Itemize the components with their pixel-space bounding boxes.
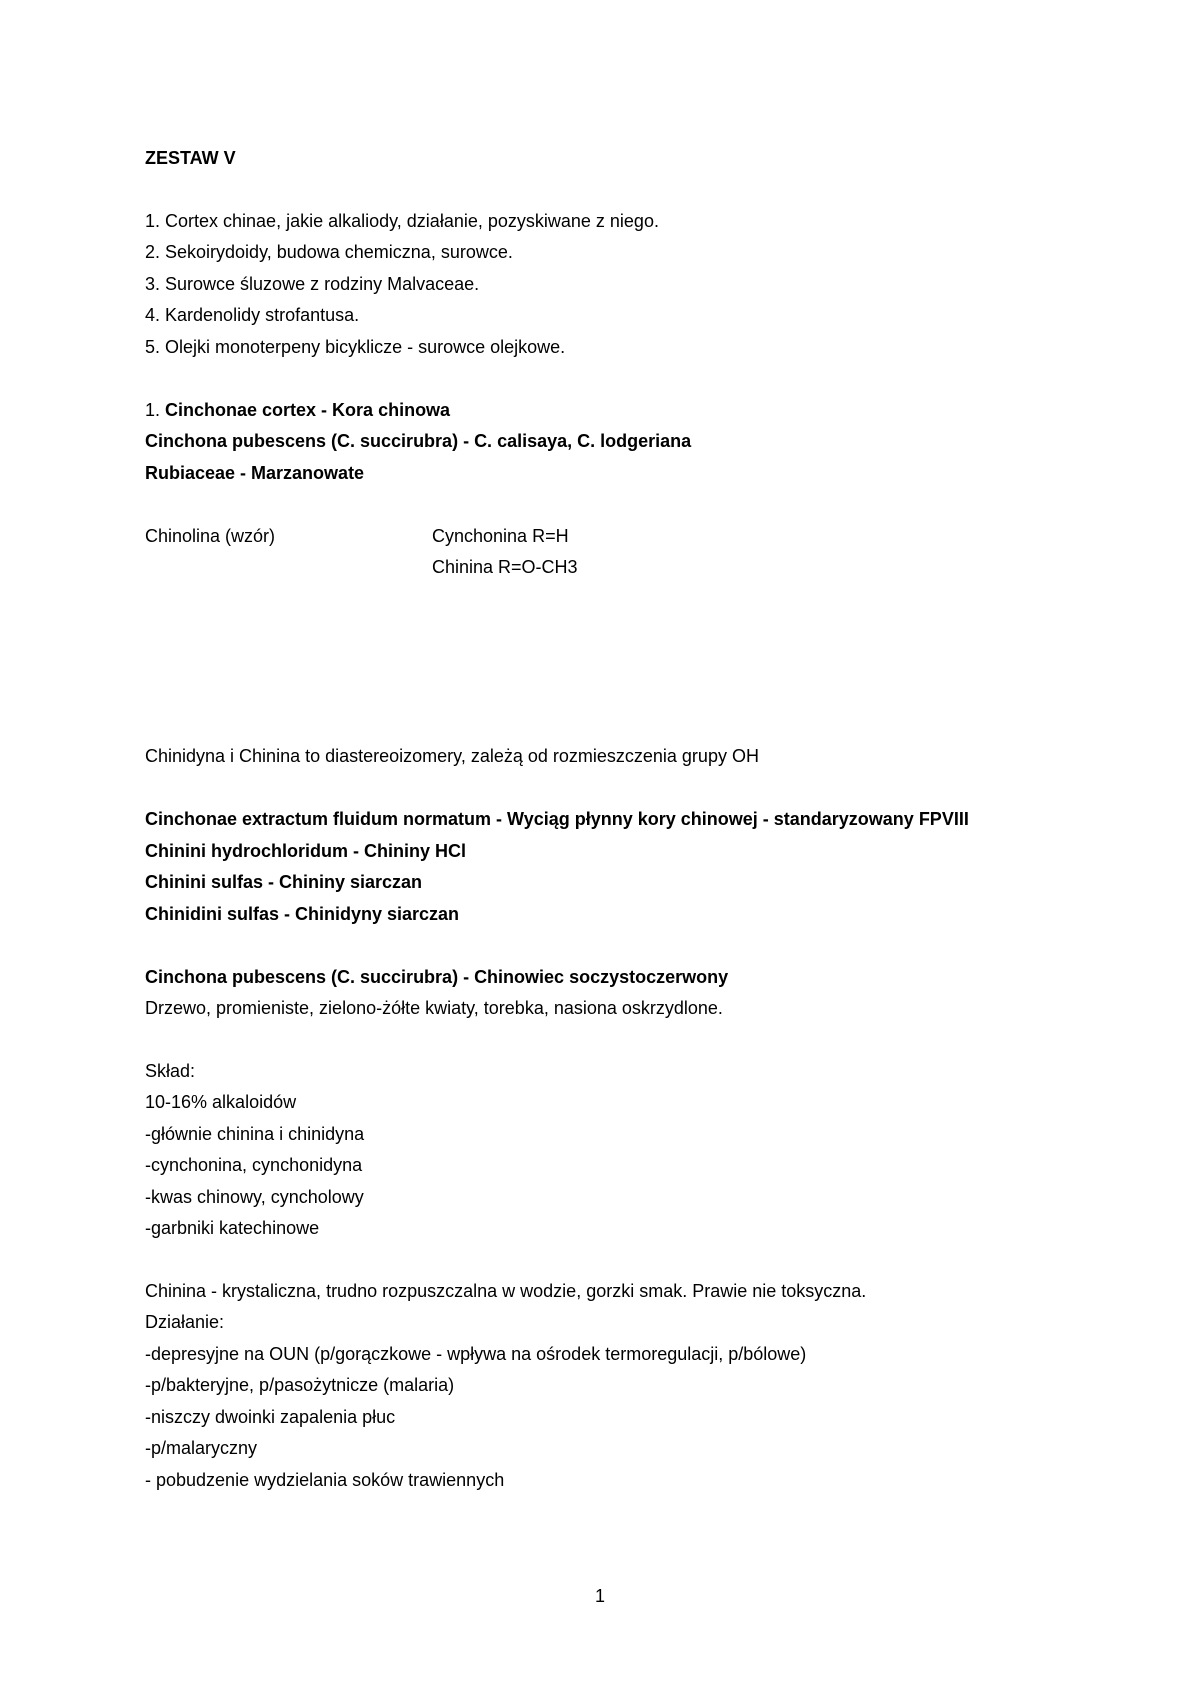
preparation-item: Cinchonae extractum fluidum normatum - Wyciąg płynny kory chinowej - standaryzowany FPVIII — [145, 809, 969, 829]
action-item: -niszczy dwoinki zapalenia płuc — [145, 1407, 396, 1427]
question-item: 2. Sekoirydoidy, budowa chemiczna, surowce. — [145, 242, 513, 262]
question-item: 5. Olejki monoterpeny bicyklicze - surowce olejkowe. — [145, 337, 566, 357]
plant-title: Cinchona pubescens (C. succirubra) - Chinowiec soczystoczerwony — [145, 967, 729, 987]
page-number: 1 — [594, 1586, 605, 1606]
composition-item: -garbniki katechinowe — [145, 1218, 320, 1238]
document-title: ZESTAW V — [145, 148, 236, 168]
formula-label: Chinolina (wzór) — [145, 526, 276, 546]
composition-label: Skład: — [145, 1061, 196, 1081]
family-line: Rubiaceae - Marzanowate — [145, 463, 365, 483]
section-heading-number: 1. — [145, 400, 166, 420]
action-item: -depresyjne na OUN (p/gorączkowe - wpływa na ośrodek termoregulacji, p/bólowe) — [145, 1344, 807, 1364]
formula-r1: Cynchonina R=H — [432, 526, 569, 546]
preparation-item: Chinini hydrochloridum - Chininy HCl — [145, 841, 466, 861]
preparation-item: Chinidini sulfas - Chinidyny siarczan — [145, 904, 460, 924]
question-item: 4. Kardenolidy strofantusa. — [145, 305, 360, 325]
plant-description: Drzewo, promieniste, zielono-żółte kwiaty, torebka, nasiona oskrzydlone. — [145, 998, 723, 1018]
formula-r2: Chinina R=O-CH3 — [432, 557, 578, 577]
preparation-item: Chinini sulfas - Chininy siarczan — [145, 872, 423, 892]
section-heading-text: Cinchonae cortex - Kora chinowa — [165, 400, 451, 420]
composition-item: -kwas chinowy, cyncholowy — [145, 1187, 364, 1207]
question-item: 3. Surowce śluzowe z rodziny Malvaceae. — [145, 274, 480, 294]
composition-item: 10-16% alkaloidów — [145, 1092, 297, 1112]
quinine-description: Chinina - krystaliczna, trudno rozpuszczalna w wodzie, gorzki smak. Prawie nie toksyczna. — [145, 1281, 867, 1301]
action-item: -p/malaryczny — [145, 1438, 258, 1458]
diastereomer-note: Chinidyna i Chinina to diastereoizomery, zależą od rozmieszczenia grupy OH — [145, 746, 759, 766]
composition-item: -głównie chinina i chinidyna — [145, 1124, 365, 1144]
action-label: Działanie: — [145, 1312, 225, 1332]
species-line: Cinchona pubescens (C. succirubra) - C. calisaya, C. lodgeriana — [145, 431, 692, 451]
question-item: 1. Cortex chinae, jakie alkaliody, działanie, pozyskiwane z niego. — [145, 211, 659, 231]
action-item: -p/bakteryjne, p/pasożytnicze (malaria) — [145, 1375, 455, 1395]
action-item: - pobudzenie wydzielania soków trawiennych — [145, 1470, 505, 1490]
composition-item: -cynchonina, cynchonidyna — [145, 1155, 363, 1175]
section-heading — [145, 399, 450, 421]
